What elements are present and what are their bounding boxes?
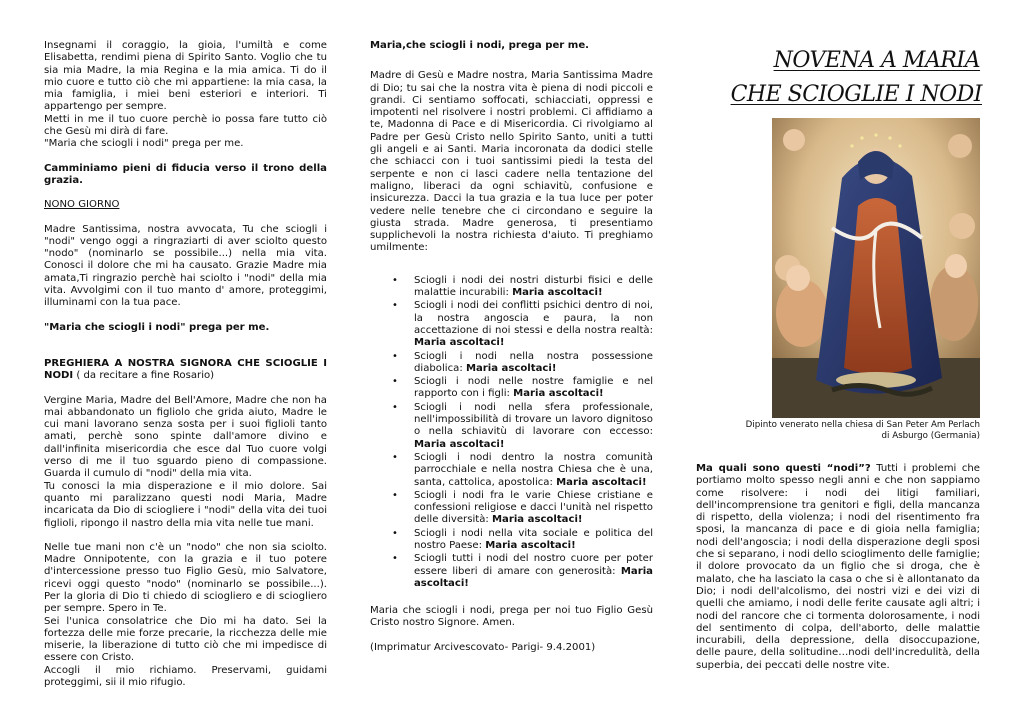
petition-item (370, 490, 653, 527)
prayer-note: ( da recitare a fine Rosario) (73, 370, 215, 382)
petition-response: Maria ascoltaci! (513, 388, 604, 400)
day-heading: NONO GIORNO (44, 199, 120, 211)
paragraph: Madre di Gesù e Madre nostra, Maria Santissima Madre di Dio; tu sai che la nostra vita è piena di nodi piccoli e grandi. Ci sentiamo soffocati, schiacciati, oppressi e impotenti nel risolvere i nostri problemi. Ci affidiamo a te, Madonna di Pace e di Misericordia. Ci rivolgiamo al Padre per Gesù Cristo nello Spirito Santo, uniti a tutti gli angeli e ai Santi. Maria incoronata da dodici stelle che schiacci con i tuoi santissimi piedi la testa del serpente e non ci lasci cadere nella tentazione del maligno, liberaci da ogni schiavitù, confusione e insicurezza. Dacci la tua grazia e la tua luce per poter vedere nelle tenebre che ci circondano e seguire la giusta strada. Madre generosa, ti presentiamo supplichevoli la nostra richiesta d'aiuto. Ti preghiamo umilmente: (370, 70, 653, 254)
painting-caption (696, 420, 980, 442)
bullet-icon: • (392, 553, 398, 565)
petition-response: Maria ascoltaci! (414, 565, 653, 589)
petition-text: Sciogli i nodi nella vita sociale e politica del nostro Paese: (414, 527, 653, 551)
paragraph: "Maria che sciogli i nodi" prega per me. (44, 138, 244, 150)
petition-response: Maria ascoltaci! (492, 514, 583, 526)
petition-response: Maria ascoltaci! (414, 337, 505, 349)
petition-response: Maria ascoltaci! (512, 287, 603, 299)
petition-text: Sciogli i nodi dei nostri disturbi fisici e delle malattie incurabili: (414, 274, 653, 299)
paragraph: Accogli il mio richiamo. Preservami, guidami proteggimi, sii il mio rifugio. (44, 664, 327, 689)
petition-item (370, 351, 653, 376)
paragraph: Tu conosci la mia disperazione e il mio dolore. Sai quanto mi paralizzano questi nodi Maria, Madre incaricata da Dio di sciogliere i "nodi" della vita dei tuoi figlioli, ripongo il nastro della mia vita nelle tue mani. (44, 480, 327, 529)
petition-text: Sciogli i nodi fra le varie Chiese cristiane e confessioni religiose e dacci l'unità nel rispetto delle diversità: (414, 489, 653, 526)
bullet-icon: • (392, 376, 398, 388)
petition-list (370, 275, 653, 590)
paragraph: Vergine Maria, Madre del Bell'Amore, Madre che non ha mai abbandonato un figliolo che grida aiuto, Madre le cui mani lavorano senza sosta per i suoi figlioli tanto amati, perchè sono spinte dall'amore divino e dall'infinita misericordia che esce dal Tuo cuore volgi verso di me il tuo sguardo pieno di compassione. Guarda il cumulo di "nodi" della mia vita. (44, 394, 327, 480)
petition-text: Sciogli i nodi nelle nostre famiglie e nel rapporto con i figli: (414, 376, 653, 400)
column-middle (370, 40, 653, 654)
bullet-icon: • (392, 300, 398, 312)
title-line-2: CHE SCIOGLIE I NODI (730, 82, 982, 107)
petition-item (370, 376, 653, 401)
petition-item (370, 528, 653, 553)
petition-response: Maria ascoltaci! (556, 476, 647, 488)
bullet-icon: • (392, 451, 398, 463)
petition-item (370, 275, 653, 300)
petition-text: Sciogli i nodi nella sfera professionale, nell'impossibilità di trovare un lavoro dignitoso o nella schiavitù di lavorare con eccesso: (414, 401, 653, 438)
invocation: "Maria che sciogli i nodi" prega per me. (44, 321, 270, 333)
petition-response: Maria ascoltaci! (485, 539, 576, 551)
column-left (44, 40, 327, 689)
invocation-heading: Maria,che sciogli i nodi, prega per me. (370, 40, 590, 51)
paragraph: Metti in me il tuo cuore perchè io possa fare tutto ciò che Gesù mi dirà di fare. (44, 113, 327, 138)
petition-item (370, 402, 653, 451)
paragraph: Nelle tue mani non c'è un "nodo" che non sia sciolto. Madre Onnipotente, con la grazia e il tuo potere d'intercessione presso tuo Figlio Gesù, mio Salvatore, ricevi oggi questo "nodo" (nominarlo se possibile...). Per la gloria di Dio ti chiedo di sciogliero e di sciogliero per sempre. Spero in Te. (44, 541, 327, 615)
petition-text: Sciogli i nodi dei conflitti psichici dentro di noi, la nostra angoscia e paura, la non accettazione di noi stessi e della nostra realtà: (414, 300, 653, 336)
caption-line: Dipinto venerato nella chiesa di San Peter Am Perlach (745, 420, 980, 430)
title-line-1: NOVENA A MARIA (773, 48, 980, 73)
bullet-icon: • (392, 489, 398, 501)
knots-explanation (696, 463, 980, 672)
paragraph: Madre Santissima, nostra avvocata, Tu che sciogli i "nodi" vengo oggi a ringraziarti di aver sciolto questo "nodo" (nominarlo se possibile...) nella mia vita. Conosci il dolore che mi ha causato. Grazie Madre mia amata,Ti ringrazio perchè hai sciolto i "nodi" della mia vita. Avvolgimi con il tuo manto d' amore, proteggimi, illuminami con la tua pace. (44, 223, 327, 309)
paragraph: Sei l'unica consolatrice che Dio mi ha dato. Sei la fortezza delle mie forze precarie, la ricchezza delle mie miserie, la liberazione di tutto ciò che mi impedisce di essere con Cristo. (44, 615, 327, 664)
paragraph: Insegnami il coraggio, la gioia, l'umiltà e come Elisabetta, rendimi piena di Spirito Santo. Voglio che tu sia mia Madre, la mia Regina e la mia amica. Ti do il mio cuore e tutto ciò che mi appartiene: la mia casa, la mia famiglia, i miei beni esteriori e interiori. Ti appartengo per sempre. (44, 40, 327, 113)
bullet-icon: • (392, 274, 398, 286)
petition-item (370, 300, 653, 349)
bullet-icon: • (392, 350, 398, 362)
bullet-icon: • (392, 527, 398, 539)
answer-text: Tutti i problemi che portiamo molto spesso negli anni e che non sappiamo come risolvere: i nodi dei litigi familiari, dell'incomprensione tra genitori e figli, della mancanza di rispetto, della violenza; i nodi del risentimento fra sposi, la mancanza di pace e di gioia nella famiglia; nodi dell'angoscia; i nodi della disperazione degli sposi che si separano, i nodi dello scioglimento delle famiglie; il dolore provocato da un figlio che si droga, che è malato, che ha lasciato la casa o che si è allontanato da Dio; i nodi dell'alcolismo, dei nostri vizi e dei vizi di quelli che amiamo, i nodi delle ferite causate agli altri; i nodi del rancore che ci tormenta dolorosamente, i nodi del sentimento di colpa, dell'aborto, delle malattie incurabili, della depressione, della disoccupazione, delle paure, della solitudine…nodi dell'incredulità, della superbia, dei peccati delle nostre vite. (696, 463, 980, 671)
petition-response: Maria ascoltaci! (465, 362, 557, 374)
madonna-painting-image (772, 118, 980, 418)
petition-text: Sciogli i nodi dentro la nostra comunità parrocchiale e nella nostra Chiesa che è una, santa, cattolica, apostolica: (414, 451, 653, 488)
petition-item (370, 452, 653, 489)
closing-prayer: Maria che sciogli i nodi, prega per noi tuo Figlio Gesù Cristo nostro Signore. Amen. (370, 605, 653, 629)
imprimatur: (Imprimatur Arcivescovato- Parigi- 9.4.2001) (370, 641, 596, 653)
question-heading: Ma quali sono questi “nodi”? (696, 463, 871, 474)
petition-text: Sciogli tutti i nodi del nostro cuore per poter essere liberi di amare con generosità: (414, 553, 653, 577)
prayer-heading (44, 358, 327, 383)
petition-text: Sciogli i nodi nella nostra possessione diabolica: (414, 350, 653, 374)
bullet-icon: • (392, 401, 398, 413)
prayer-title: PREGHIERA A NOSTRA SIGNORA CHE SCIOGLIE I NODI (44, 357, 327, 382)
painting-illustration (772, 118, 980, 418)
petition-item (370, 553, 653, 590)
section-heading: Camminiamo pieni di fiducia verso il trono della grazia. (44, 162, 327, 186)
petition-response: Maria ascoltaci! (414, 438, 505, 450)
caption-line: di Asburgo (Germania) (881, 431, 980, 441)
